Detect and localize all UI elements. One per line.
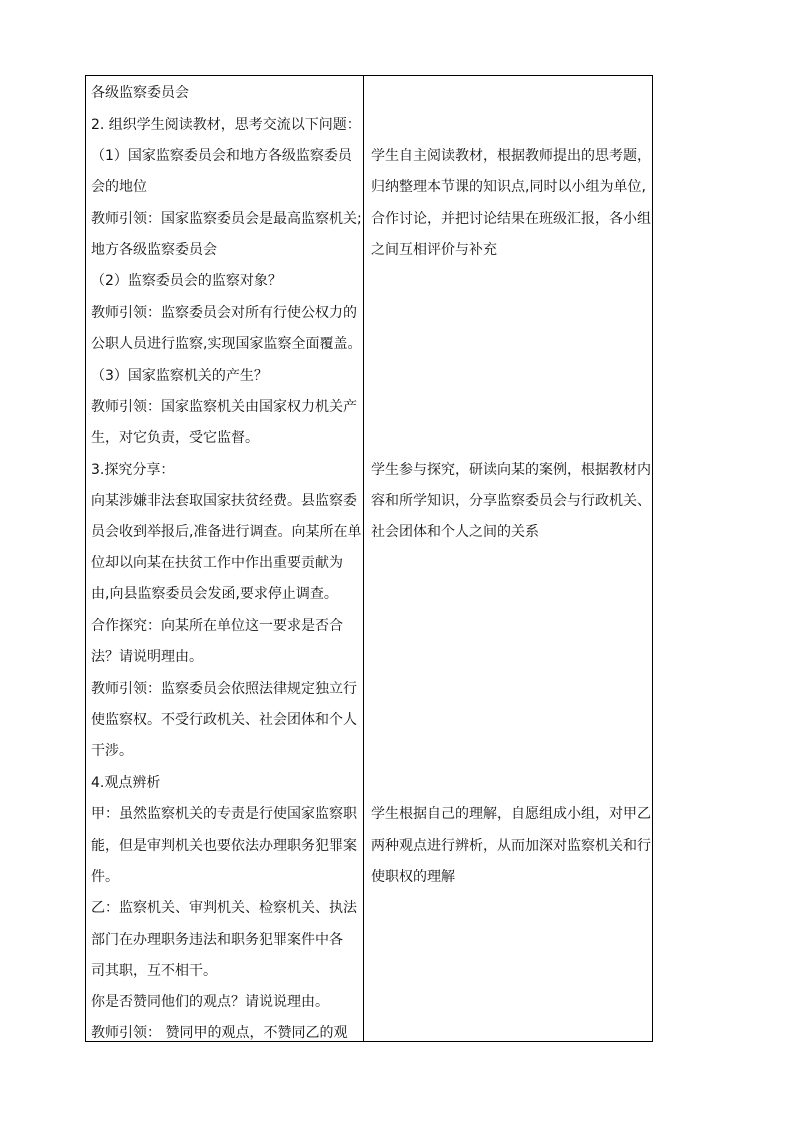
right-block3-line-3: 使职权的理解 xyxy=(371,869,455,885)
left-line-14: 向某涉嫌非法套取国家扶贫经费。县监察委 xyxy=(91,493,357,509)
left-line-6: 地方各级监察委员会 xyxy=(91,242,217,258)
left-line-5: 教师引领：国家监察委员会是最高监察机关; xyxy=(91,211,362,227)
right-block3-line-1: 学生根据自己的理解，自愿组成小组，对甲乙 xyxy=(371,806,651,822)
left-line-12: 生，对它负责，受它监督。 xyxy=(91,430,259,446)
right-block2-line-1: 学生参与探究，研读向某的案例，根据教材内 xyxy=(371,462,651,478)
left-line-15: 员会收到举报后,准备进行调查。向某所在单 xyxy=(91,524,362,540)
left-line-19: 法？请说明理由。 xyxy=(91,649,203,665)
left-line-4: 会的地位 xyxy=(91,179,147,195)
left-line-2: 2. 组织学生阅读教材，思考交流以下问题： xyxy=(91,117,361,133)
left-line-7: （2）监察委员会的监察对象？ xyxy=(91,273,282,289)
left-line-11: 教师引领：国家监察机关由国家权力机关产 xyxy=(91,399,357,415)
right-block3-line-2: 两种观点进行辨析，从而加深对监察机关和行 xyxy=(371,838,651,854)
left-line-18: 合作探究：向某所在单位这一要求是否合 xyxy=(91,618,343,634)
right-block2-line-2: 容和所学知识，分享监察委员会与行政机关、 xyxy=(371,493,651,509)
left-line-16: 位却以向某在扶贫工作中作出重要贡献为 xyxy=(91,555,343,571)
right-block1-line-1: 学生自主阅读教材，根据教师提出的思考题， xyxy=(371,148,651,164)
left-line-21: 使监察权。不受行政机关、社会团体和个人 xyxy=(91,712,357,728)
left-line-28: 部门在办理职务违法和职务犯罪案件中各 xyxy=(91,932,343,948)
left-line-29: 司其职，互不相干。 xyxy=(91,963,217,979)
left-line-17: 由,向县监察委员会发函,要求停止调查。 xyxy=(91,586,338,602)
left-line-25: 能，但是审判机关也要依法办理职务犯罪案 xyxy=(91,838,357,854)
left-line-1: 各级监察委员会 xyxy=(91,85,189,101)
right-block1-line-4: 之间互相评价与补充 xyxy=(371,242,497,258)
right-block1-line-2: 归纳整理本节课的知识点,同时以小组为单位, xyxy=(371,179,646,195)
left-line-23: 4.观点辨析 xyxy=(91,775,161,791)
left-line-22: 干涉。 xyxy=(91,743,133,759)
left-line-20: 教师引领：监察委员会依照法律规定独立行 xyxy=(91,681,357,697)
left-line-31: 教师引领： 赞同甲的观点，不赞同乙的观 xyxy=(91,1025,348,1041)
right-block1-line-3: 合作讨论，并把讨论结果在班级汇报，各小组 xyxy=(371,211,651,227)
left-line-26: 件。 xyxy=(91,869,119,885)
left-line-24: 甲：虽然监察机关的专责是行使国家监察职 xyxy=(91,806,357,822)
column-divider xyxy=(363,76,364,1041)
left-line-8: 教师引领：监察委员会对所有行使公权力的 xyxy=(91,305,357,321)
left-line-10: （3）国家监察机关的产生？ xyxy=(91,368,268,384)
lesson-plan-table xyxy=(85,75,653,1042)
right-block2-line-3: 社会团体和个人之间的关系 xyxy=(371,524,539,540)
left-line-3: （1）国家监察委员会和地方各级监察委员 xyxy=(91,148,352,164)
left-line-9: 公职人员进行监察,实现国家监察全面覆盖。 xyxy=(91,336,362,352)
left-line-27: 乙：监察机关、审判机关、检察机关、执法 xyxy=(91,900,357,916)
left-line-30: 你是否赞同他们的观点？请说说理由。 xyxy=(91,994,329,1010)
left-line-13: 3.探究分享： xyxy=(91,462,175,478)
